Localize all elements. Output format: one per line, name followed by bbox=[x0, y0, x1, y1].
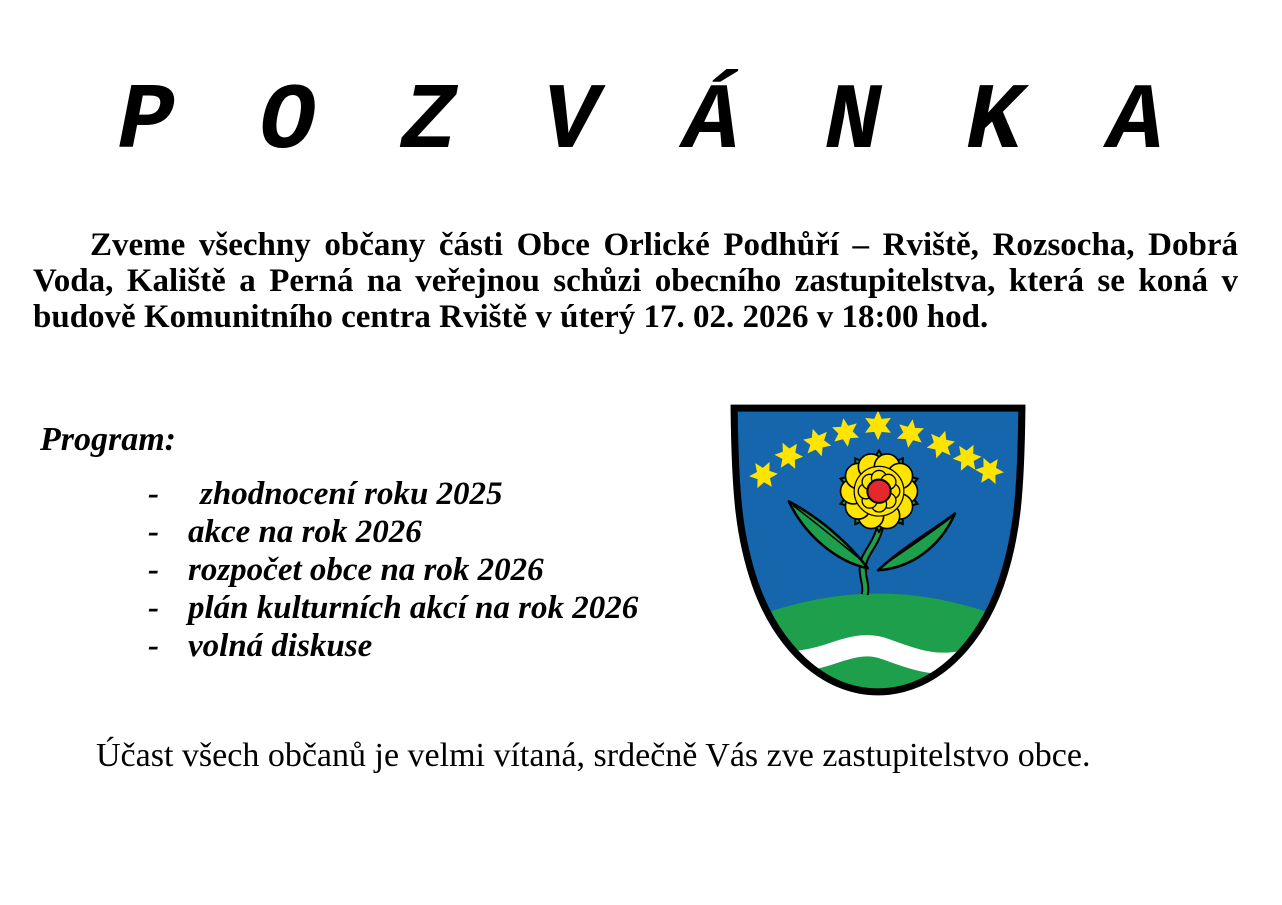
program-item bbox=[148, 513, 690, 551]
bullet-dash: - bbox=[148, 628, 159, 664]
intro-paragraph: Zveme všechny občany části Obce Orlické Podhůří – Rviště, Rozsocha, Dobrá Voda, Kaliště a Perná na veřejnou schůzi obecního zastupitelstva, která se koná v budově Komunitního centra Rviště v úterý 17. 02. 2026 v 18:00 hod. bbox=[33, 227, 1238, 335]
program-item bbox=[148, 589, 690, 627]
page-title: POZVÁNKA bbox=[117, 70, 1250, 176]
program-item bbox=[148, 551, 690, 589]
program-section bbox=[40, 421, 690, 665]
bullet-dash: - bbox=[148, 476, 159, 512]
program-item-label: akce na rok 2026 bbox=[188, 514, 422, 550]
program-item bbox=[148, 475, 690, 513]
program-heading: Program: bbox=[40, 421, 176, 458]
bullet-dash: - bbox=[148, 552, 159, 588]
closing-line: Účast všech občanů je velmi vítaná, srdečně Vás zve zastupitelstvo obce. bbox=[96, 737, 1091, 774]
program-item-label: zhodnocení roku 2025 bbox=[200, 476, 503, 512]
program-item-label: plán kulturních akcí na rok 2026 bbox=[188, 590, 639, 626]
program-list bbox=[40, 475, 690, 665]
program-item bbox=[148, 627, 690, 665]
coat-of-arms-image bbox=[726, 402, 1030, 698]
bullet-dash: - bbox=[148, 590, 159, 626]
program-item-label: volná diskuse bbox=[188, 628, 373, 664]
bullet-dash: - bbox=[148, 514, 159, 550]
program-item-label: rozpočet obce na rok 2026 bbox=[188, 552, 544, 588]
rose-center bbox=[867, 480, 890, 503]
